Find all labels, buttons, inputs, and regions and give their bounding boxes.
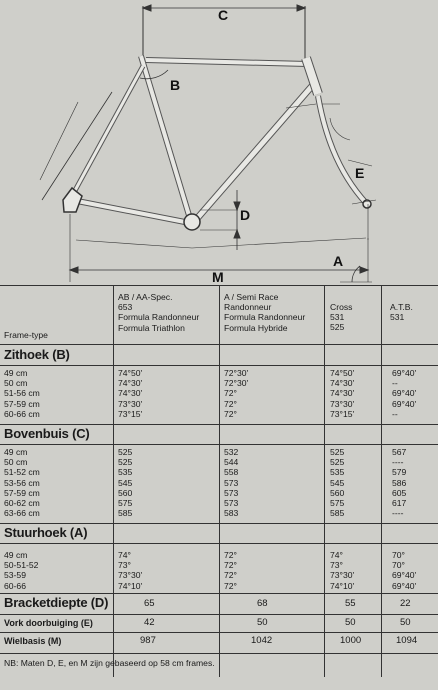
wielbasis-col2: 1042: [251, 635, 273, 646]
divider: [0, 523, 438, 524]
bracket-col3: 55: [345, 598, 356, 609]
bracket-col2: 68: [257, 598, 268, 609]
zithoek-col2: 72°30' 72°30' 72° 72° 72°: [224, 368, 249, 419]
frame-type-header: Frame-type: [4, 330, 48, 340]
bracket-title: Bracketdiepte (D): [4, 595, 109, 610]
vork-title: Vork doorbuiging (E): [4, 618, 93, 628]
stuurhoek-col1: 74° 73° 73°30' 74°10': [118, 550, 143, 591]
wielbasis-title: Wielbasis (M): [4, 636, 62, 646]
vork-col4: 50: [400, 617, 411, 628]
vork-col3: 50: [345, 617, 356, 628]
col4-header: A.T.B. 531: [390, 302, 413, 323]
bracket-col4: 22: [400, 598, 411, 609]
zithoek-title: Zithoek (B): [4, 347, 70, 362]
divider: [0, 543, 438, 544]
vork-col1: 42: [144, 617, 155, 628]
label-b: B: [170, 77, 181, 93]
label-c: C: [218, 7, 229, 23]
divider: [0, 632, 438, 633]
col2-header: A / Semi Race Randonneur Formula Randonneur Formula Hybride: [224, 292, 306, 333]
col3-header: Cross 531 525: [330, 302, 353, 333]
vork-col2: 50: [257, 617, 268, 628]
divider: [0, 593, 438, 594]
bovenbuis-col4: 567 ---- 579 586 605 617 ----: [392, 447, 407, 519]
frame-geometry-diagram: [0, 0, 438, 285]
divider: [0, 653, 438, 654]
wielbasis-col1: 987: [140, 635, 156, 646]
bovenbuis-col1: 525 525 535 545 560 575 585: [118, 447, 133, 519]
bovenbuis-title: Bovenbuis (C): [4, 426, 90, 441]
divider: [0, 614, 438, 615]
wielbasis-col4: 1094: [396, 635, 418, 646]
zithoek-sizes: 49 cm 50 cm 51-56 cm 57-59 cm 60-66 cm: [4, 368, 40, 419]
divider: [0, 444, 438, 445]
stuurhoek-col3: 74° 73° 73°30' 74°10': [330, 550, 355, 591]
label-a: A: [333, 253, 344, 269]
zithoek-col4: 69°40' -- 69°40' 69°40' --: [392, 368, 417, 419]
bovenbuis-col2: 532 544 558 573 573 573 583: [224, 447, 239, 519]
divider: [0, 424, 438, 425]
col1-header: AB / AA-Spec. 653 Formula Randonneur Formula Triathlon: [118, 292, 200, 333]
stuurhoek-sizes: 49 cm 50-51-52 53-59 60-66: [4, 550, 39, 591]
label-d: D: [240, 207, 251, 223]
stuurhoek-title: Stuurhoek (A): [4, 525, 88, 540]
spec-table: [0, 285, 438, 668]
divider: [0, 344, 438, 345]
label-m: M: [212, 269, 224, 285]
label-e: E: [355, 165, 365, 181]
wielbasis-col3: 1000: [340, 635, 362, 646]
footnote: NB: Maten D, E, en M zijn gebaseerd op 58 cm frames.: [4, 658, 215, 668]
bovenbuis-sizes: 49 cm 50 cm 51-52 cm 53-56 cm 57-59 cm 60-62 cm 63-66 cm: [4, 447, 40, 519]
bovenbuis-col3: 525 525 535 545 560 575 585: [330, 447, 345, 519]
zithoek-col1: 74°50' 74°30' 74°30' 73°30' 73°15': [118, 368, 143, 419]
bracket-col1: 65: [144, 598, 155, 609]
stuurhoek-col2: 72° 72° 72° 72°: [224, 550, 237, 591]
divider: [0, 365, 438, 366]
zithoek-col3: 74°50' 74°30' 74°30' 73°30' 73°15': [330, 368, 355, 419]
stuurhoek-col4: 70° 70° 69°40' 69°40': [392, 550, 417, 591]
